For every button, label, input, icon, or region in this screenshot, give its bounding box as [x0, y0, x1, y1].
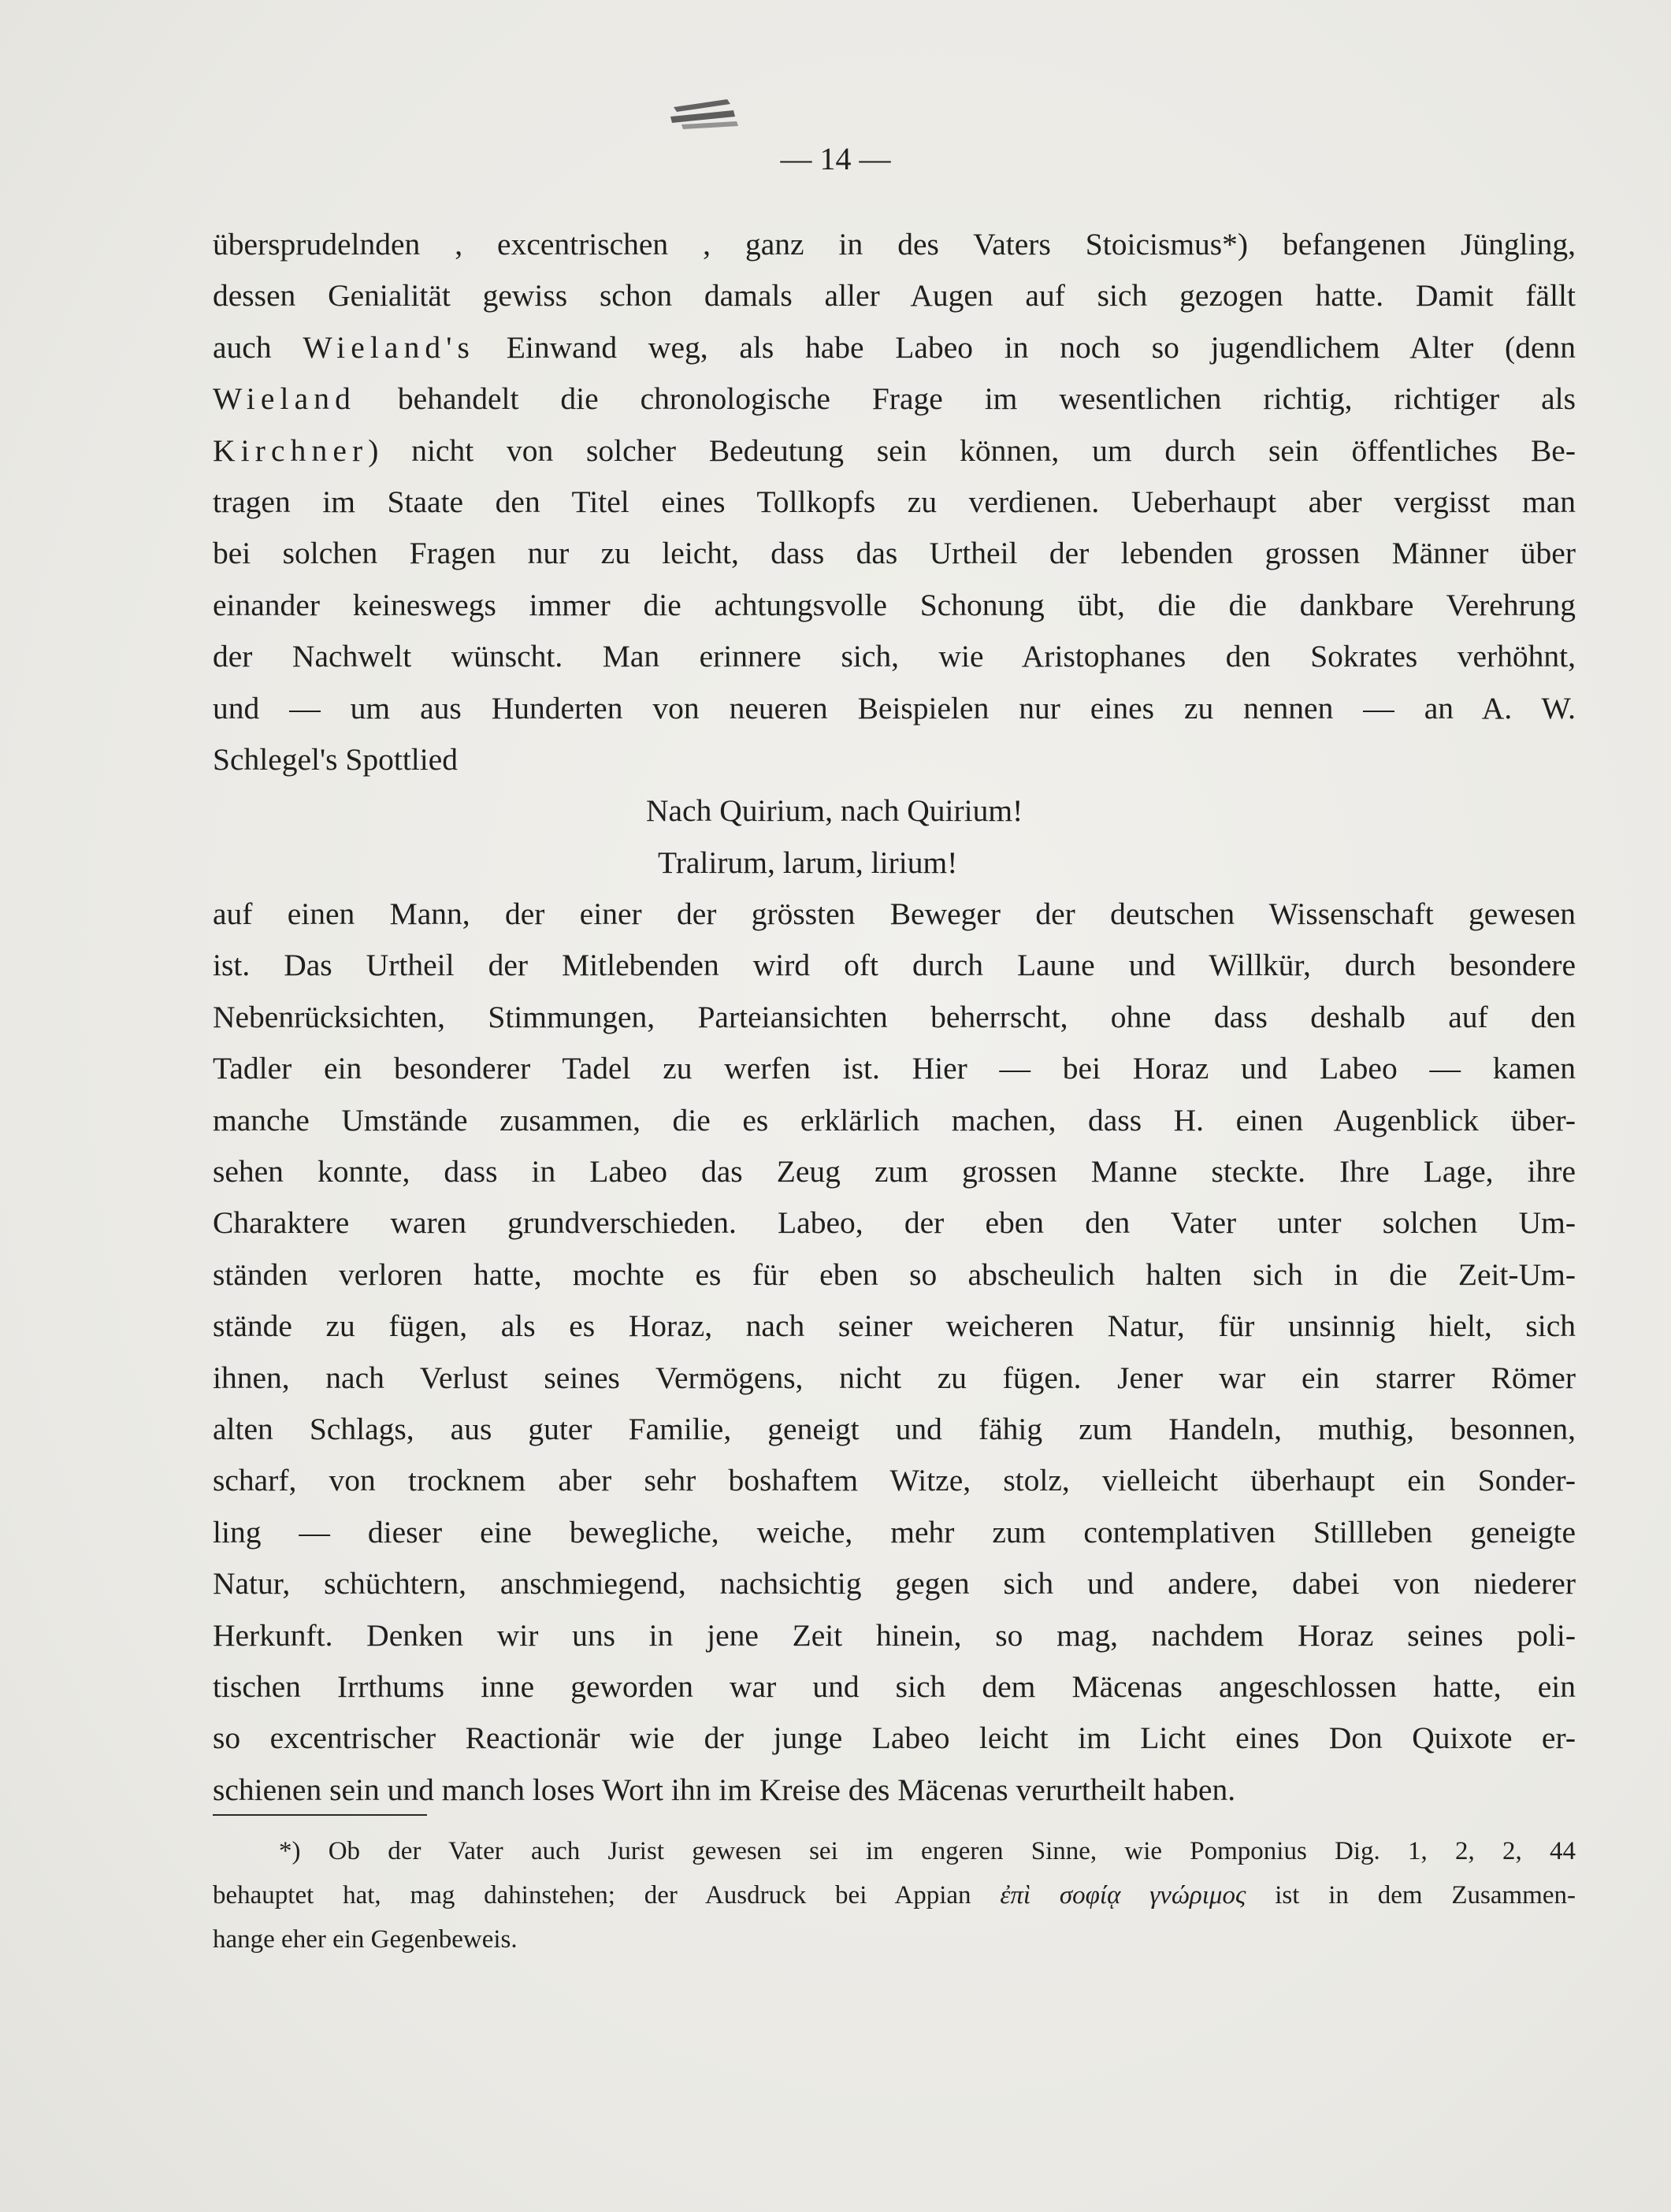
text-line	[213, 322, 1576, 373]
text-line	[213, 425, 1576, 477]
main-text	[213, 219, 1576, 1816]
spaced-name: Wieland	[213, 381, 356, 417]
text-line: Tadler ein besonderer Tadel zu werfen ist. Hier — bei Horaz und Labeo — kamen	[213, 1051, 1576, 1086]
verse-line: Nach Quirium, nach Quirium!	[646, 793, 1023, 829]
footnote	[213, 1829, 1576, 1961]
footnote-line	[213, 1873, 1576, 1917]
text-line	[213, 373, 1576, 425]
text-segment: ) nicht von solcher Bedeutung sein können, um durch sein öffentliches Be-	[368, 432, 1576, 468]
text-line: Schlegel's Spottlied	[213, 741, 459, 777]
footnote-line: hange eher ein Gegenbeweis.	[213, 1925, 518, 1954]
text-segment: auch	[213, 329, 303, 365]
footnote-line: *) Ob der Vater auch Jurist gewesen sei im engeren Sinne, wie Pomponius Dig. 1, 2, 2, 44	[279, 1837, 1576, 1865]
text-line: ständen verloren hatte, mochte es für eben so abscheulich halten sich in die Zeit-Um-	[213, 1256, 1576, 1292]
text-line: Nebenrücksichten, Stimmungen, Parteiansichten beherrscht, ohne dass deshalb auf den	[213, 999, 1576, 1034]
text-line: sehen konnte, dass in Labeo das Zeug zum grossen Manne steckte. Ihre Lage, ihre	[213, 1154, 1576, 1190]
text-line: so excentrischer Reactionär wie der junge Labeo leicht im Licht eines Don Quixote er-	[213, 1720, 1576, 1756]
footnote-segment: behauptet hat, mag dahinstehen; der Ausdruck bei Appian	[213, 1881, 1001, 1910]
text-line: dessen Genialität gewiss schon damals aller Augen auf sich gezogen hatte. Damit fällt	[213, 278, 1576, 314]
page-number: — 14 —	[780, 141, 891, 176]
text-segment: behandelt die chronologische Frage im wesentlichen richtig, richtiger als	[355, 381, 1576, 417]
footnote-divider	[213, 1814, 427, 1816]
text-line: Herkunft. Denken wir uns in jene Zeit hinein, so mag, nachdem Horaz seines poli-	[213, 1617, 1576, 1653]
spaced-name: Kirchner	[213, 432, 369, 468]
spaced-name: Wieland's	[303, 329, 476, 365]
text-line: auf einen Mann, der einer der grössten Beweger der deutschen Wissenschaft gewesen	[213, 896, 1576, 932]
text-line: übersprudelnden , excentrischen , ganz in des Vaters Stoicismus*) befangenen Jüngling,	[213, 227, 1576, 262]
text-line: schienen sein und manch loses Wort ihn im Kreise des Mäcenas verurtheilt haben.	[213, 1772, 1236, 1807]
text-line: tischen Irrthums inne geworden war und sich dem Mäcenas angeschlossen hatte, ein	[213, 1668, 1576, 1704]
text-line: und — um aus Hunderten von neueren Beispielen nur eines zu nennen — an A. W.	[213, 690, 1576, 726]
text-line: ist. Das Urtheil der Mitlebenden wird oft durch Laune und Willkür, durch besondere	[213, 948, 1576, 983]
library-stamp-mark	[666, 93, 745, 131]
text-line: scharf, von trocknem aber sehr boshaftem Witze, stolz, vielleicht überhaupt ein Sonder-	[213, 1463, 1576, 1498]
text-line: tragen im Staate den Titel eines Tollkopfs zu verdienen. Ueberhaupt aber vergisst man	[213, 484, 1576, 519]
text-line: stände zu fügen, als es Horaz, nach seiner weicheren Natur, für unsinnig hielt, sich	[213, 1308, 1576, 1344]
text-line: Natur, schüchtern, anschmiegend, nachsichtig gegen sich und andere, dabei von niederer	[213, 1566, 1576, 1601]
footnote-segment: ist in dem Zusammen-	[1246, 1881, 1576, 1910]
text-line: einander keineswegs immer die achtungsvolle Schonung übt, die die dankbare Verehrung	[213, 587, 1576, 622]
text-line: manche Umstände zusammen, die es erklärlich machen, dass H. einen Augenblick über-	[213, 1102, 1576, 1138]
text-line: ling — dieser eine bewegliche, weiche, mehr zum contemplativen Stillleben geneigte	[213, 1514, 1576, 1550]
text-line: Charaktere waren grundverschieden. Labeo, der eben den Vater unter solchen Um-	[213, 1205, 1576, 1241]
text-line: ihnen, nach Verlust seines Vermögens, nicht zu fügen. Jener war ein starrer Römer	[213, 1360, 1576, 1395]
text-line: der Nachwelt wünscht. Man erinnere sich, wie Aristophanes den Sokrates verhöhnt,	[213, 639, 1576, 674]
text-line: alten Schlags, aus guter Familie, geneigt und fähig zum Handeln, muthig, besonnen,	[213, 1411, 1576, 1446]
text-line: bei solchen Fragen nur zu leicht, dass das Urtheil der lebenden grossen Männer über	[213, 536, 1576, 571]
greek-phrase: ἐπὶ σοφίᾳ γνώριμος	[1000, 1881, 1246, 1910]
verse-line: Tralirum, larum, lirium!	[658, 844, 958, 880]
text-segment: Einwand weg, als habe Labeo in noch so jugendlichem Alter (denn	[475, 329, 1576, 365]
